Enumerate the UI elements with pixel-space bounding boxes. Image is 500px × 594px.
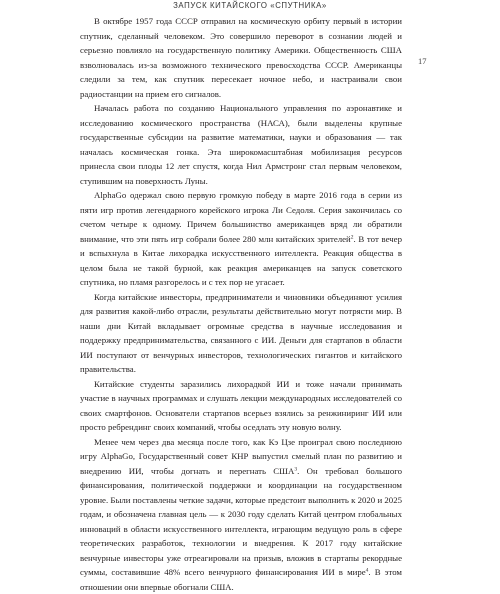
paragraph-text: Менее чем через два месяца после того, как Кэ Цзе проиграл свою последнюю игру AlphaGo, Государственный совет КНР выпустил смелый план по развитию и внедрению ИИ, чтобы догнать и перегнать США bbox=[80, 437, 402, 476]
page-number: 17 bbox=[418, 56, 427, 66]
paragraph-state-plan bbox=[80, 435, 402, 594]
paragraph-nasa bbox=[80, 101, 402, 188]
paragraph-sputnik bbox=[80, 14, 402, 101]
paragraph-text: . Он требовал большого финансирования, политической поддержки и координации на государственном уровне. Были поставлены четкие задачи, которые предстоит выполнить к 2020 и 2025 годам, и обозначена главная цель — к 2030 году сделать Китай центром глобальных инноваций в области искусственного интеллекта, играющим ведущую роль в сфере теоретических разработок, технологии и внедрения. К 2017 году китайские венчурные инвесторы уже отреагировали на призыв, вложив в стартапы рекордные суммы, составившие 48% всего венчурного финансирования ИИ в мире bbox=[80, 466, 402, 578]
running-header: ЗАПУСК КИТАЙСКОГО «СПУТНИКА» bbox=[0, 0, 500, 13]
paragraph-alphago bbox=[80, 188, 402, 290]
paragraph-text: Китайские студенты заразились лихорадкой ИИ и тоже начали принимать участие в научных программах и слушать лекции международных исследователей со своих смартфонов. Основатели стартапов всерьез взялись за ренжиниринг ИИ или просто ребрендинг своих компаний, чтобы оседлать эту новую волну. bbox=[80, 379, 402, 433]
paragraph-students bbox=[80, 377, 402, 435]
footnote-ref: 2 bbox=[351, 234, 354, 240]
footnote-ref: 3 bbox=[294, 466, 297, 472]
body-text bbox=[80, 14, 402, 594]
paragraph-text: В октябре 1957 года СССР отправил на космическую орбиту первый в истории спутник, сделанный человеком. Это совершило переворот в сознании людей и серьезно повлияло на государственную политику Америки. Общественность США взволновалась из-за возможного технического превосходства СССР. Американцы следили за тем, как спутник пересекает ночное небо, и настраивали свои радиостанции на прием его сигналов. bbox=[80, 16, 402, 99]
paragraph-text: Началась работа по созданию Национального управления по аэронавтике и исследованию космического пространства (НАСА), были выделены крупные государственные субсидии на развитие математики, науки и образования — так началась космическая гонка. Эта широкомасштабная мобилизация ресурсов принесла свои плоды 12 лет спустя, когда Нил Армстронг стал первым человеком, ступившим на поверхность Луны. bbox=[80, 103, 402, 186]
paragraph-investors bbox=[80, 290, 402, 377]
paragraph-text: Когда китайские инвесторы, предприниматели и чиновники объединяют усилия для развития какой-либо отрасли, результаты действительно могут потрясти мир. В наши дни Китай вкладывает огромные средства в научные исследования и поддержку предпринимательства, связанного с ИИ. Деньги для стартапов в области ИИ поступают от венчурных инвесторов, технологических гигантов и китайского правительства. bbox=[80, 292, 402, 375]
paragraph-text: . В этом отношении они впервые обогнали США. bbox=[80, 567, 402, 592]
footnote-ref: 4 bbox=[366, 568, 369, 574]
paragraph-text: AlphaGo одержал свою первую громкую победу в марте 2016 года в серии из пяти игр против легендарного корейского игрока Ли Седоля. Серия закончилась со счетом четыре к одному. Причем большинство американцев вряд ли обратили внимание, что эти пять игр собрали более 280 млн китайских зрителей bbox=[80, 190, 402, 244]
paragraph-text: . В тот вечер и вспыхнула в Китае лихорадка искусственного интеллекта. Реакция общества в целом была не такой бурной, как реакция американцев на запуск советского спутника, но пламя разгорелось и с тех пор не угасает. bbox=[80, 234, 402, 288]
